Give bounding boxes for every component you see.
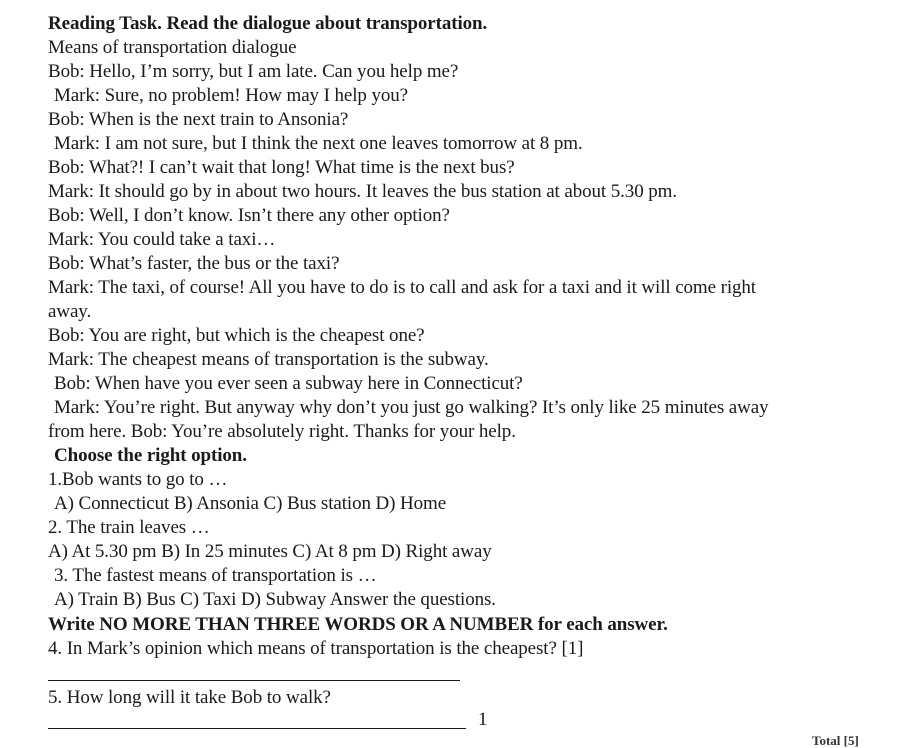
total-score-cropped: Total [5] xyxy=(812,733,859,748)
dialogue-line: Bob: You are right, but which is the cheapest one? xyxy=(48,325,425,346)
dialogue-line: Mark: The taxi, of course! All you have to do is to call and ask for a taxi and it will come right xyxy=(48,277,756,298)
dialogue-line: Mark: It should go by in about two hours. It leaves the bus station at about 5.30 pm. xyxy=(48,181,677,202)
dialogue-line: Bob: What?! I can’t wait that long! What time is the next bus? xyxy=(48,157,515,178)
answer-line-4 xyxy=(48,680,460,681)
dialogue-line: away. xyxy=(48,301,92,322)
question-5: 5. How long will it take Bob to walk? xyxy=(48,687,331,708)
dialogue-title: Means of transportation dialogue xyxy=(48,37,297,58)
question-1-options: A) Connecticut B) Ansonia C) Bus station D) Home xyxy=(54,493,447,514)
dialogue-line: from here. Bob: You’re absolutely right. Thanks for your help. xyxy=(48,421,516,442)
question-4: 4. In Mark’s opinion which means of transportation is the cheapest? [1] xyxy=(48,638,584,659)
dialogue-line: Mark: You could take a taxi… xyxy=(48,229,276,250)
answer-line-5 xyxy=(48,728,466,729)
choose-heading: Choose the right option. xyxy=(54,445,247,466)
dialogue-line: Mark: You’re right. But anyway why don’t you just go walking? It’s only like 25 minutes away xyxy=(54,397,769,418)
dialogue-line: Mark: The cheapest means of transportation is the subway. xyxy=(48,349,489,370)
question-1: 1.Bob wants to go to … xyxy=(48,469,228,490)
question-2-options: A) At 5.30 pm B) In 25 minutes C) At 8 pm D) Right away xyxy=(48,541,492,562)
question-3: 3. The fastest means of transportation is … xyxy=(54,565,377,586)
dialogue-line: Bob: What’s faster, the bus or the taxi? xyxy=(48,253,340,274)
task-heading: Reading Task. Read the dialogue about transportation. xyxy=(48,13,488,34)
dialogue-line: Bob: Hello, I’m sorry, but I am late. Can you help me? xyxy=(48,61,459,82)
question-3-options: A) Train B) Bus C) Taxi D) Subway Answer the questions. xyxy=(54,589,496,610)
dialogue-line: Bob: When have you ever seen a subway here in Connecticut? xyxy=(54,373,523,394)
dialogue-line: Mark: Sure, no problem! How may I help you? xyxy=(54,85,408,106)
question-2: 2. The train leaves … xyxy=(48,517,210,538)
dialogue-line: Bob: Well, I don’t know. Isn’t there any other option? xyxy=(48,205,450,226)
dialogue-line: Mark: I am not sure, but I think the next one leaves tomorrow at 8 pm. xyxy=(54,133,583,154)
dialogue-line: Bob: When is the next train to Ansonia? xyxy=(48,109,349,130)
question-5-mark: 1 xyxy=(478,709,488,730)
write-instruction: Write NO MORE THAN THREE WORDS OR A NUMBER for each answer. xyxy=(48,614,668,635)
